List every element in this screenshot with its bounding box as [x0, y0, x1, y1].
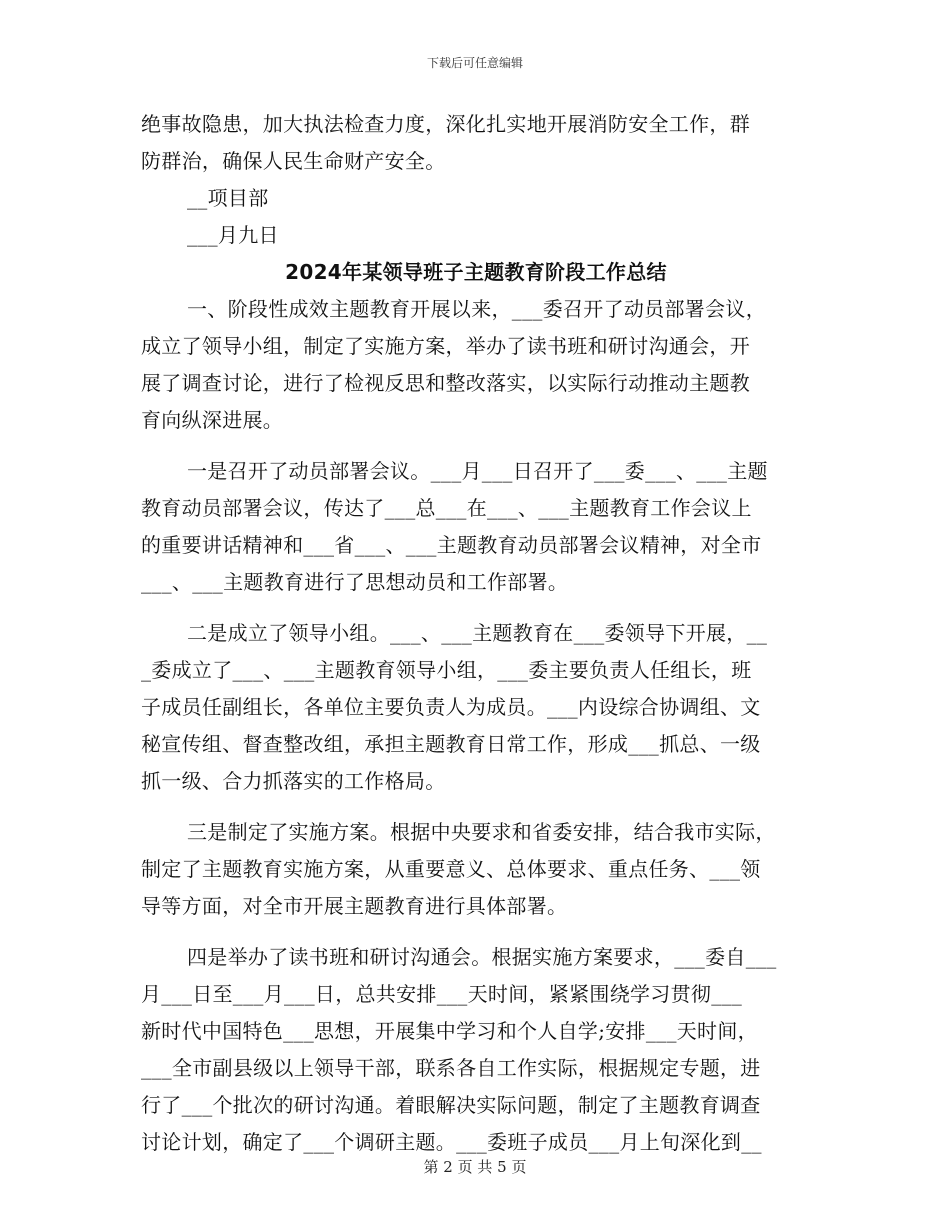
text-line: 制定了主题教育实施方案，从重要意义、总体要求、重点任务、___领 [141, 857, 761, 881]
text-line: 子成员任副组长，各单位主要负责人为成员。___内设综合协调组、文 [141, 695, 761, 719]
document-body [141, 106, 811, 1161]
text-line: 导等方面，对全市开展主题教育进行具体部署。 [141, 894, 568, 918]
text-line: ___全市副县级以上领导干部，联系各自工作实际，根据规定专题，进 [141, 1056, 761, 1080]
text-line: 防群治，确保人民生命财产安全。 [141, 149, 446, 173]
text-line: 一、阶段性成效主题教育开展以来，___委召开了动员部署会议， [187, 297, 766, 321]
text-line: 展了调查讨论，进行了检视反思和整改落实，以实际行动推动主题教 [141, 371, 750, 395]
page-number: 第 2 页 共 5 页 [423, 1158, 527, 1176]
text-line: 月___日至___月___日，总共安排___天时间，紧紧围绕学习贯彻___ [141, 982, 743, 1006]
text-line: _委成立了___、___主题教育领导小组，___委主要负责人任组长，班 [141, 658, 752, 682]
signature-date: ___月九日 [187, 223, 279, 247]
text-line: 三是制定了实施方案。根据中央要求和省委安排，结合我市实际， [187, 820, 776, 844]
text-line: 四是举办了读书班和研讨沟通会。根据实施方案要求，___委自___ [187, 945, 777, 969]
signature-department: __项目部 [187, 186, 269, 210]
text-line: 成立了领导小组，制定了实施方案，举办了读书班和研讨沟通会，开 [141, 334, 750, 358]
text-line: 行了___个批次的研讨沟通。着眼解决实际问题，制定了主题教育调查 [141, 1093, 761, 1117]
text-line: 二是成立了领导小组。___、___主题教育在___委领导下开展，__ [187, 621, 768, 645]
text-line: 抓一级、合力抓落实的工作格局。 [141, 769, 446, 793]
text-line: 一是召开了动员部署会议。___月___日召开了___委___、___主题 [187, 459, 768, 483]
text-line: 讨论计划，确定了___个调研主题。___委班子成员___月上旬深化到__ [141, 1130, 762, 1154]
page-header-note: 下载后可任意编辑 [426, 56, 523, 70]
text-line: 的重要讲话精神和___省___、___主题教育动员部署会议精神，对全市 [141, 533, 762, 557]
text-line: 绝事故隐患，加大执法检查力度，深化扎实地开展消防安全工作，群 [141, 112, 750, 136]
text-line: ___、___主题教育进行了思想动员和工作部署。 [141, 570, 569, 594]
text-line: 教育动员部署会议，传达了___总___在___、___主题教育工作会议上 [141, 496, 752, 520]
document-title: 2024年某领导班子主题教育阶段工作总结 [285, 260, 667, 284]
text-line: 育向纵深进展。 [141, 408, 284, 432]
text-line: 新时代中国特色___思想，开展集中学习和个人自学;安排___天时间， [141, 1019, 758, 1043]
text-line: 秘宣传组、督查整改组，承担主题教育日常工作，形成___抓总、一级 [141, 732, 761, 756]
